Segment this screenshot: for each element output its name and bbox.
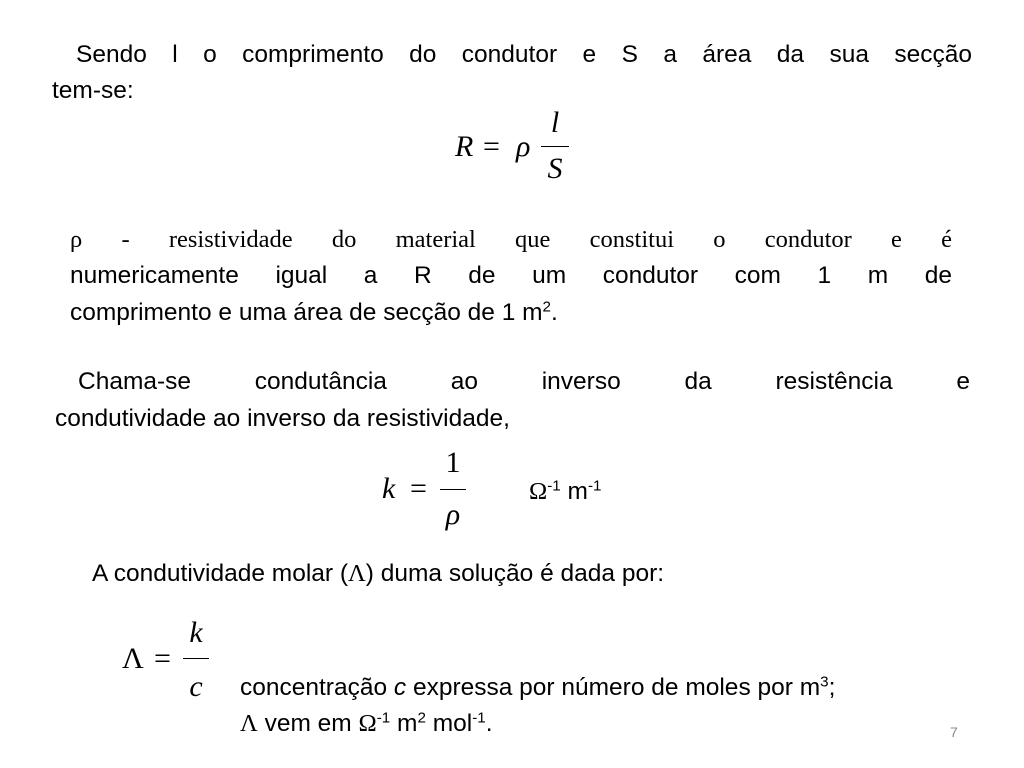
- eq2-fraction-bar: [440, 489, 466, 490]
- eq2-numerator: 1: [445, 446, 461, 479]
- intro-line-1: Sendo l o comprimento do condutor e S a área da sua secção: [76, 41, 972, 68]
- eq3-denominator: c: [189, 670, 203, 703]
- eq2-equals: =: [410, 472, 427, 505]
- eq1-fraction-bar: [541, 146, 569, 147]
- resistivity-line-1: ρ - resistividade do material que constitui o condutor e é: [70, 226, 952, 253]
- eq1-lhs: R: [455, 130, 474, 163]
- conductance-line-1: Chama-se condutância ao inverso da resistência e: [78, 368, 970, 395]
- concentration-line-1: concentração c expressa por número de moles por $m^3$;: [240, 673, 836, 701]
- eq3-fraction: [183, 618, 209, 704]
- conductance-line-2: condutividade ao inverso da resistividade,: [55, 405, 510, 432]
- conductivity-units: $\Omega^{-1}$ $m^{-1}$: [529, 477, 602, 505]
- eq3-equals: =: [154, 642, 171, 675]
- page-number: 7: [950, 724, 958, 740]
- molar-conductivity-intro: A condutividade molar (Λ) duma solução é dada por:: [92, 560, 665, 587]
- eq2-denominator: ρ: [445, 498, 461, 531]
- eq1-equals: =: [483, 130, 500, 163]
- resistivity-line-2: numericamente igual a R de um condutor com 1 m de: [70, 262, 952, 289]
- eq1-denominator: S: [547, 152, 563, 185]
- concentration-line-2: Λ vem em $\Omega^{-1}$ $m^2$ mol$^{-1}$.: [240, 709, 493, 737]
- eq1-rho: ρ: [516, 130, 531, 163]
- eq3-numerator: k: [189, 616, 203, 649]
- intro-line-2: tem-se:: [52, 77, 134, 104]
- eq2-lhs: k: [382, 472, 396, 505]
- eq3-lhs: Λ: [122, 642, 144, 675]
- eq1-fraction: [541, 108, 569, 188]
- resistivity-line-3: comprimento e uma área de secção de 1 $m^2$.: [70, 298, 558, 326]
- eq3-fraction-bar: [183, 658, 209, 659]
- eq2-fraction: [440, 448, 466, 538]
- eq1-numerator: l: [550, 106, 560, 139]
